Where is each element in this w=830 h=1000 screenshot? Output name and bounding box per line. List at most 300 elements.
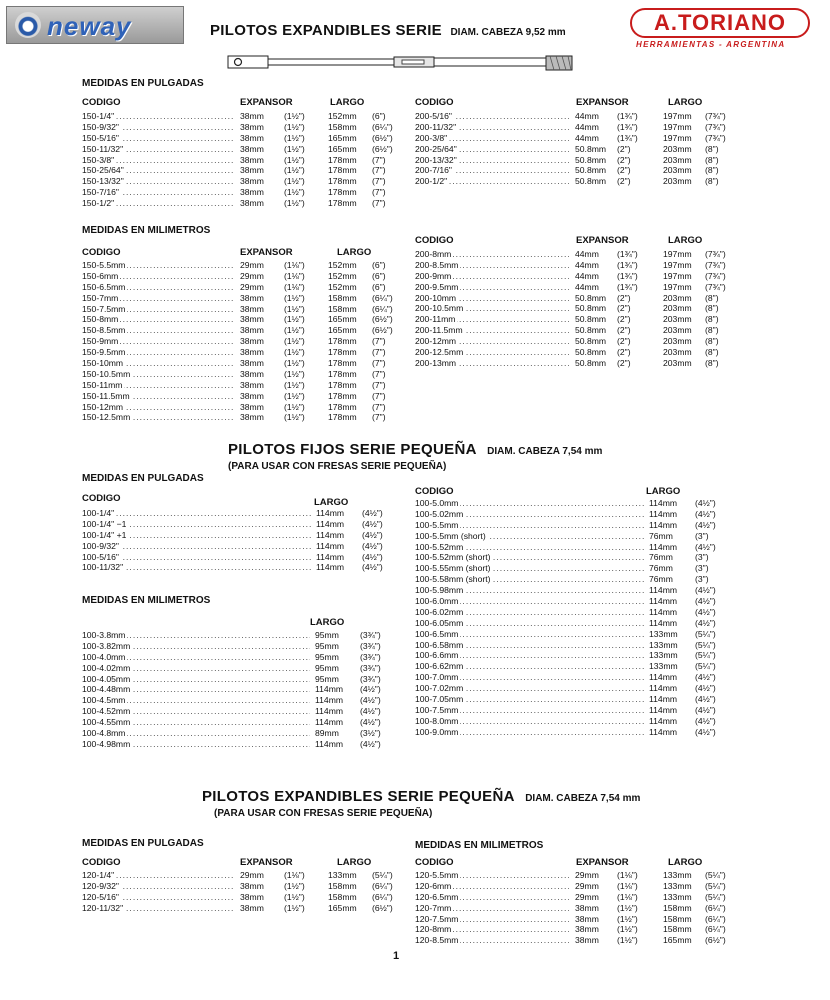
cell-expansor-in: (2")	[617, 143, 631, 154]
table-row	[415, 914, 725, 925]
cell-largo-in: (7")	[372, 390, 386, 401]
cell-code: 100-6.6mm	[415, 650, 459, 661]
cell-code: 150-13/32"	[82, 176, 124, 187]
cell-largo-in: (4½")	[362, 551, 383, 562]
cell-code: 200-10.5mm	[415, 303, 464, 314]
table-row	[82, 519, 392, 530]
table-row	[415, 694, 725, 705]
table-row	[415, 336, 725, 347]
s3-mm-col-largo: LARGO	[668, 857, 703, 868]
toriano-subtitle: HERRAMIENTAS - ARGENTINA	[636, 40, 786, 49]
cell-code: 150-9/32"	[82, 121, 119, 132]
table-row	[82, 122, 392, 133]
cell-code: 150-1/2"	[82, 198, 115, 209]
cell-largo-mm: 95mm	[315, 640, 339, 651]
cell-largo-in: (8")	[705, 176, 719, 187]
cell-largo-in: (7¾")	[705, 281, 726, 292]
cell-largo-in: (4½")	[695, 672, 716, 683]
table-row	[415, 716, 725, 727]
cell-code: 200-13mm	[415, 357, 457, 368]
cell-code: 150-8.5mm	[82, 325, 126, 336]
table-row	[82, 530, 392, 541]
table-row	[415, 122, 725, 133]
cell-expansor-mm: 38mm	[575, 902, 599, 913]
title-2-note: (PARA USAR CON FRESAS SERIE PEQUEÑA)	[228, 461, 447, 472]
cell-expansor-in: (1⅛")	[284, 270, 305, 281]
cell-code: 100-11/32"	[82, 562, 124, 573]
table-row	[415, 325, 725, 336]
cell-code: 200-25/64"	[415, 143, 457, 154]
cell-expansor-in: (1½")	[284, 880, 305, 891]
table-row	[415, 650, 725, 661]
cell-code: 120-1/4"	[82, 870, 115, 880]
title-2: PILOTOS FIJOS SERIE PEQUEÑA	[228, 441, 477, 458]
cell-largo-mm: 203mm	[663, 325, 692, 336]
cell-expansor-in: (1¾")	[617, 132, 638, 143]
cell-expansor-in: (1½")	[617, 924, 638, 935]
table-row	[415, 672, 725, 683]
cell-code: 100-6.02mm	[415, 606, 464, 617]
cell-expansor-in: (1½")	[617, 902, 638, 913]
s1-heading-milimetros: MEDIDAS EN MILIMETROS	[82, 225, 211, 236]
cell-code: 120-5.5mm	[415, 870, 459, 880]
cell-code: 200-12mm	[415, 336, 457, 347]
cell-expansor-mm: 38mm	[240, 379, 264, 390]
cell-code: 200-13/32"	[415, 154, 457, 165]
s1-table-mm-left	[82, 260, 392, 423]
cell-largo-mm: 178mm	[328, 154, 357, 165]
table-row	[82, 133, 392, 144]
cell-expansor-in: (1½")	[284, 358, 305, 369]
cell-expansor-in: (1⅛")	[284, 870, 305, 880]
cell-largo-in: (7")	[372, 187, 386, 198]
s1-col-expansor: EXPANSOR	[240, 97, 293, 108]
table-row	[82, 391, 392, 402]
s1-table-mm-right	[415, 249, 725, 369]
table-row	[82, 369, 392, 380]
title-2-sub: DIAM. CABEZA 7,54 mm	[487, 446, 603, 457]
cell-largo-in: (4½")	[695, 617, 716, 628]
cell-largo-in: (5¼")	[695, 661, 716, 672]
cell-expansor-in: (1½")	[284, 132, 305, 143]
cell-largo-mm: 178mm	[328, 379, 357, 390]
cell-largo-mm: 114mm	[315, 717, 344, 728]
cell-largo-in: (3½")	[360, 728, 381, 739]
cell-expansor-in: (1½")	[284, 121, 305, 132]
cell-largo-in: (7¾")	[705, 259, 726, 270]
cell-expansor-mm: 29mm	[240, 281, 264, 292]
cell-largo-in: (4½")	[360, 684, 381, 695]
cell-code: 200-7/16"	[415, 165, 452, 176]
title-section-2	[228, 441, 602, 459]
s1-mm-col-expansor: EXPANSOR	[240, 247, 293, 258]
cell-code: 200-8.5mm	[415, 259, 459, 270]
cell-largo-mm: 152mm	[328, 281, 357, 292]
cell-code: 150-10.5mm	[82, 368, 131, 379]
cell-code: 150-12mm	[82, 401, 124, 412]
cell-expansor-mm: 50.8mm	[575, 336, 607, 347]
cell-largo-in: (5¼")	[372, 870, 393, 880]
table-row	[82, 176, 392, 187]
cell-largo-in: (7¾")	[705, 249, 726, 259]
cell-expansor-in: (1¾")	[617, 249, 638, 259]
cell-largo-in: (7")	[372, 347, 386, 358]
s1-mm-col-largo: LARGO	[337, 247, 372, 258]
table-row	[82, 892, 392, 903]
toriano-logo: A.TORIANO	[630, 8, 810, 38]
cell-largo-mm: 95mm	[315, 630, 339, 640]
table-row	[82, 144, 392, 155]
cell-expansor-mm: 44mm	[575, 270, 599, 281]
cell-largo-in: (4½")	[695, 683, 716, 694]
table-row	[82, 695, 392, 706]
cell-largo-in: (7¾")	[705, 132, 726, 143]
cell-code: 120-5/16"	[82, 891, 119, 902]
cell-code: 120-7mm	[415, 902, 452, 913]
cell-largo-mm: 165mm	[663, 935, 692, 946]
cell-largo-mm: 178mm	[328, 336, 357, 347]
cell-largo-mm: 165mm	[328, 325, 357, 336]
table-row	[415, 498, 725, 509]
table-row	[415, 144, 725, 155]
cell-expansor-mm: 44mm	[575, 111, 599, 121]
cell-code: 150-1/4"	[82, 111, 115, 121]
cell-largo-in: (4½")	[695, 715, 716, 726]
cell-largo-in: (3¾")	[360, 630, 381, 640]
cell-largo-in: (6½")	[372, 314, 393, 325]
neway-logo	[6, 6, 184, 44]
cell-expansor-mm: 38mm	[240, 902, 264, 913]
table-row	[82, 870, 392, 881]
cell-expansor-mm: 50.8mm	[575, 154, 607, 165]
cell-largo-in: (4½")	[362, 508, 383, 518]
s2-heading-pulgadas: MEDIDAS EN PULGADAS	[82, 473, 204, 484]
cell-code: 100-4.02mm	[82, 662, 131, 673]
cell-largo-in: (6")	[372, 111, 386, 121]
cell-code: 100-6.0mm	[415, 596, 459, 607]
cell-expansor-in: (1½")	[284, 111, 305, 121]
table-row	[415, 133, 725, 144]
cell-expansor-mm: 44mm	[575, 281, 599, 292]
cell-largo-mm: 158mm	[328, 303, 357, 314]
cell-expansor-in: (1⅛")	[617, 870, 638, 880]
table-row	[415, 542, 725, 553]
leader-dots	[82, 508, 312, 519]
cell-expansor-mm: 50.8mm	[575, 314, 607, 325]
cell-code: 100-4.55mm	[82, 717, 131, 728]
table-row	[415, 607, 725, 618]
cell-code: 150-12.5mm	[82, 412, 131, 423]
cell-largo-mm: 203mm	[663, 357, 692, 368]
table-row	[82, 111, 392, 122]
cell-largo-mm: 133mm	[649, 661, 678, 672]
page-number: 1	[393, 950, 400, 962]
cell-largo-mm: 178mm	[328, 198, 357, 209]
table-row	[415, 727, 725, 738]
cell-largo-in: (4½")	[695, 606, 716, 617]
cell-expansor-mm: 38mm	[240, 390, 264, 401]
table-row	[82, 325, 392, 336]
cell-largo-mm: 203mm	[663, 143, 692, 154]
expandable-pilot-icon	[226, 52, 576, 74]
cell-largo-in: (3¾")	[360, 662, 381, 673]
cell-code: 200-3/8"	[415, 132, 448, 143]
cell-code: 200-5/16"	[415, 111, 452, 121]
cell-largo-mm: 95mm	[315, 662, 339, 673]
cell-largo-mm: 133mm	[663, 891, 692, 902]
cell-expansor-in: (2")	[617, 165, 631, 176]
cell-largo-in: (4½")	[695, 519, 716, 530]
cell-expansor-mm: 38mm	[240, 412, 264, 423]
table-row	[82, 198, 392, 209]
cell-largo-in: (6½")	[372, 325, 393, 336]
table-row	[415, 165, 725, 176]
cell-expansor-mm: 44mm	[575, 132, 599, 143]
cell-largo-mm: 114mm	[649, 606, 678, 617]
cell-code: 150-7.5mm	[82, 303, 126, 314]
cell-largo-in: (8")	[705, 143, 719, 154]
cell-largo-mm: 197mm	[663, 121, 692, 132]
cell-largo-mm: 133mm	[328, 870, 357, 880]
cell-largo-in: (7")	[372, 165, 386, 176]
s1-mm-col-largo-right: LARGO	[668, 235, 703, 246]
cell-expansor-in: (2")	[617, 347, 631, 358]
table-row	[82, 903, 392, 914]
cell-expansor-in: (1½")	[284, 303, 305, 314]
cell-expansor-mm: 29mm	[240, 270, 264, 281]
table-row	[82, 674, 392, 685]
cell-expansor-mm: 50.8mm	[575, 303, 607, 314]
table-row	[82, 293, 392, 304]
cell-expansor-mm: 38mm	[240, 121, 264, 132]
table-row	[415, 935, 725, 946]
cell-largo-mm: 114mm	[649, 519, 678, 530]
cell-largo-mm: 158mm	[663, 902, 692, 913]
cell-largo-mm: 89mm	[315, 728, 339, 739]
cell-largo-mm: 178mm	[328, 187, 357, 198]
cell-largo-mm: 197mm	[663, 111, 692, 121]
cell-largo-mm: 203mm	[663, 314, 692, 325]
cell-largo-mm: 158mm	[328, 880, 357, 891]
cell-code: 100-8.0mm	[415, 715, 459, 726]
cell-code: 150-3/8"	[82, 154, 115, 165]
cell-expansor-in: (1½")	[284, 165, 305, 176]
cell-code: 150-9.5mm	[82, 347, 126, 358]
table-row	[82, 271, 392, 282]
table-row	[82, 358, 392, 369]
cell-largo-mm: 203mm	[663, 347, 692, 358]
table-row	[82, 314, 392, 325]
cell-largo-in: (7")	[372, 368, 386, 379]
table-row	[415, 903, 725, 914]
table-row	[82, 728, 392, 739]
cell-largo-in: (4½")	[695, 596, 716, 607]
title-3-sub: DIAM. CABEZA 7,54 mm	[525, 793, 641, 804]
title-section-3	[202, 788, 640, 806]
cell-largo-in: (8")	[705, 303, 719, 314]
table-row	[415, 249, 725, 260]
cell-largo-mm: 114mm	[316, 562, 345, 573]
cell-largo-mm: 133mm	[649, 639, 678, 650]
cell-largo-mm: 152mm	[328, 111, 357, 121]
cell-largo-in: (8")	[705, 336, 719, 347]
cell-largo-in: (7")	[372, 401, 386, 412]
table-row	[82, 641, 392, 652]
table-row	[415, 881, 725, 892]
cell-code: 100-6.62mm	[415, 661, 464, 672]
cell-expansor-in: (1½")	[284, 401, 305, 412]
table-row	[415, 347, 725, 358]
cell-largo-mm: 76mm	[649, 574, 673, 585]
table-row	[415, 640, 725, 651]
cell-code: 150-11/32"	[82, 143, 124, 154]
cell-largo-mm: 114mm	[316, 508, 345, 518]
cell-expansor-in: (1½")	[284, 143, 305, 154]
cell-expansor-mm: 38mm	[240, 347, 264, 358]
cell-code: 100-5.52mm	[415, 541, 464, 552]
title-section-1	[210, 22, 566, 40]
cell-largo-mm: 152mm	[328, 270, 357, 281]
cell-expansor-in: (2")	[617, 303, 631, 314]
cell-largo-in: (6¼")	[372, 121, 393, 132]
cell-code: 200-11/32"	[415, 121, 457, 132]
cell-largo-in: (4½")	[362, 529, 383, 540]
cell-largo-mm: 158mm	[328, 121, 357, 132]
cell-largo-mm: 114mm	[649, 617, 678, 628]
cell-expansor-mm: 38mm	[240, 132, 264, 143]
cell-largo-in: (4½")	[360, 717, 381, 728]
cell-largo-mm: 197mm	[663, 132, 692, 143]
cell-expansor-in: (1½")	[284, 412, 305, 423]
cell-largo-mm: 114mm	[316, 540, 345, 551]
table-row	[415, 596, 725, 607]
cell-expansor-in: (1⅛")	[284, 281, 305, 292]
table-row	[415, 531, 725, 542]
cell-largo-mm: 133mm	[663, 870, 692, 880]
cell-largo-in: (4½")	[695, 694, 716, 705]
cell-code: 100-3.8mm	[82, 630, 126, 640]
cell-code: 100-4.98mm	[82, 738, 131, 749]
cell-expansor-mm: 38mm	[240, 292, 264, 303]
table-row	[82, 541, 392, 552]
cell-largo-in: (7")	[372, 154, 386, 165]
cell-expansor-mm: 38mm	[240, 401, 264, 412]
cell-largo-in: (3¾")	[360, 651, 381, 662]
cell-largo-mm: 76mm	[649, 530, 673, 541]
table-row	[82, 684, 392, 695]
s3-col-expansor: EXPANSOR	[240, 857, 293, 868]
cell-expansor-mm: 38mm	[240, 880, 264, 891]
s1-mm-col-codigo-right: CODIGO	[415, 235, 454, 246]
cell-largo-mm: 114mm	[649, 541, 678, 552]
cell-expansor-in: (1½")	[284, 187, 305, 198]
cell-largo-mm: 114mm	[649, 726, 678, 737]
table-row	[415, 293, 725, 304]
table-row	[415, 683, 725, 694]
s3-col-largo: LARGO	[337, 857, 372, 868]
cell-largo-mm: 203mm	[663, 303, 692, 314]
neway-ring-icon	[15, 12, 41, 38]
s3-table-mm	[415, 870, 725, 946]
cell-code: 150-8mm	[82, 314, 119, 325]
cell-largo-in: (3")	[695, 552, 709, 563]
cell-largo-in: (6¼")	[705, 902, 726, 913]
cell-code: 120-6mm	[415, 880, 452, 891]
table-row	[415, 705, 725, 716]
cell-largo-mm: 165mm	[328, 902, 357, 913]
cell-largo-mm: 197mm	[663, 259, 692, 270]
cell-code: 150-11.5mm	[82, 390, 130, 401]
cell-code: 150-7mm	[82, 292, 119, 303]
cell-expansor-in: (1½")	[284, 368, 305, 379]
cell-code: 100-4.0mm	[82, 651, 126, 662]
cell-code: 100-5.55mm (short)	[415, 563, 491, 574]
cell-expansor-mm: 50.8mm	[575, 347, 607, 358]
cell-code: 100-7.05mm	[415, 694, 464, 705]
title-3: PILOTOS EXPANDIBLES SERIE PEQUEÑA	[202, 788, 515, 805]
cell-largo-in: (8")	[705, 347, 719, 358]
cell-largo-mm: 114mm	[315, 706, 344, 717]
cell-largo-in: (7")	[372, 358, 386, 369]
cell-expansor-mm: 38mm	[575, 935, 599, 946]
cell-largo-mm: 114mm	[649, 694, 678, 705]
cell-code: 100-7.0mm	[415, 672, 459, 683]
cell-expansor-in: (1½")	[284, 314, 305, 325]
cell-code: 100-7.5mm	[415, 704, 459, 715]
cell-largo-mm: 114mm	[315, 684, 344, 695]
cell-largo-mm: 114mm	[316, 551, 345, 562]
cell-code: 100-4.48mm	[82, 684, 131, 695]
cell-expansor-in: (1¾")	[617, 259, 638, 270]
cell-expansor-mm: 38mm	[240, 176, 264, 187]
cell-code: 100-6.58mm	[415, 639, 464, 650]
cell-expansor-in: (2")	[617, 176, 631, 187]
s1-mm-col-expansor-right: EXPANSOR	[576, 235, 629, 246]
table-row	[415, 563, 725, 574]
cell-largo-in: (4½")	[360, 738, 381, 749]
cell-code: 150-5/16"	[82, 132, 119, 143]
cell-expansor-in: (2")	[617, 357, 631, 368]
cell-largo-mm: 203mm	[663, 165, 692, 176]
cell-expansor-mm: 50.8mm	[575, 176, 607, 187]
cell-expansor-mm: 38mm	[240, 368, 264, 379]
cell-largo-mm: 95mm	[315, 651, 339, 662]
cell-code: 100-9.0mm	[415, 726, 459, 737]
table-row	[415, 870, 725, 881]
cell-code: 100-5.0mm	[415, 498, 459, 508]
table-row	[415, 358, 725, 369]
cell-expansor-mm: 38mm	[575, 924, 599, 935]
cell-code: 120-8mm	[415, 924, 452, 935]
cell-largo-in: (6")	[372, 281, 386, 292]
cell-expansor-mm: 44mm	[575, 121, 599, 132]
cell-expansor-mm: 38mm	[240, 143, 264, 154]
cell-expansor-in: (1½")	[284, 154, 305, 165]
s3-table-in	[82, 870, 392, 914]
cell-code: 200-12.5mm	[415, 347, 464, 358]
cell-expansor-in: (1½")	[284, 176, 305, 187]
table-row	[415, 661, 725, 672]
cell-code: 100-1/4"	[82, 508, 115, 518]
cell-largo-in: (4½")	[695, 508, 716, 519]
cell-largo-mm: 178mm	[328, 358, 357, 369]
cell-largo-in: (6")	[372, 270, 386, 281]
cell-largo-mm: 165mm	[328, 143, 357, 154]
cell-largo-mm: 203mm	[663, 336, 692, 347]
cell-largo-mm: 197mm	[663, 281, 692, 292]
cell-largo-mm: 178mm	[328, 368, 357, 379]
table-row	[415, 111, 725, 122]
